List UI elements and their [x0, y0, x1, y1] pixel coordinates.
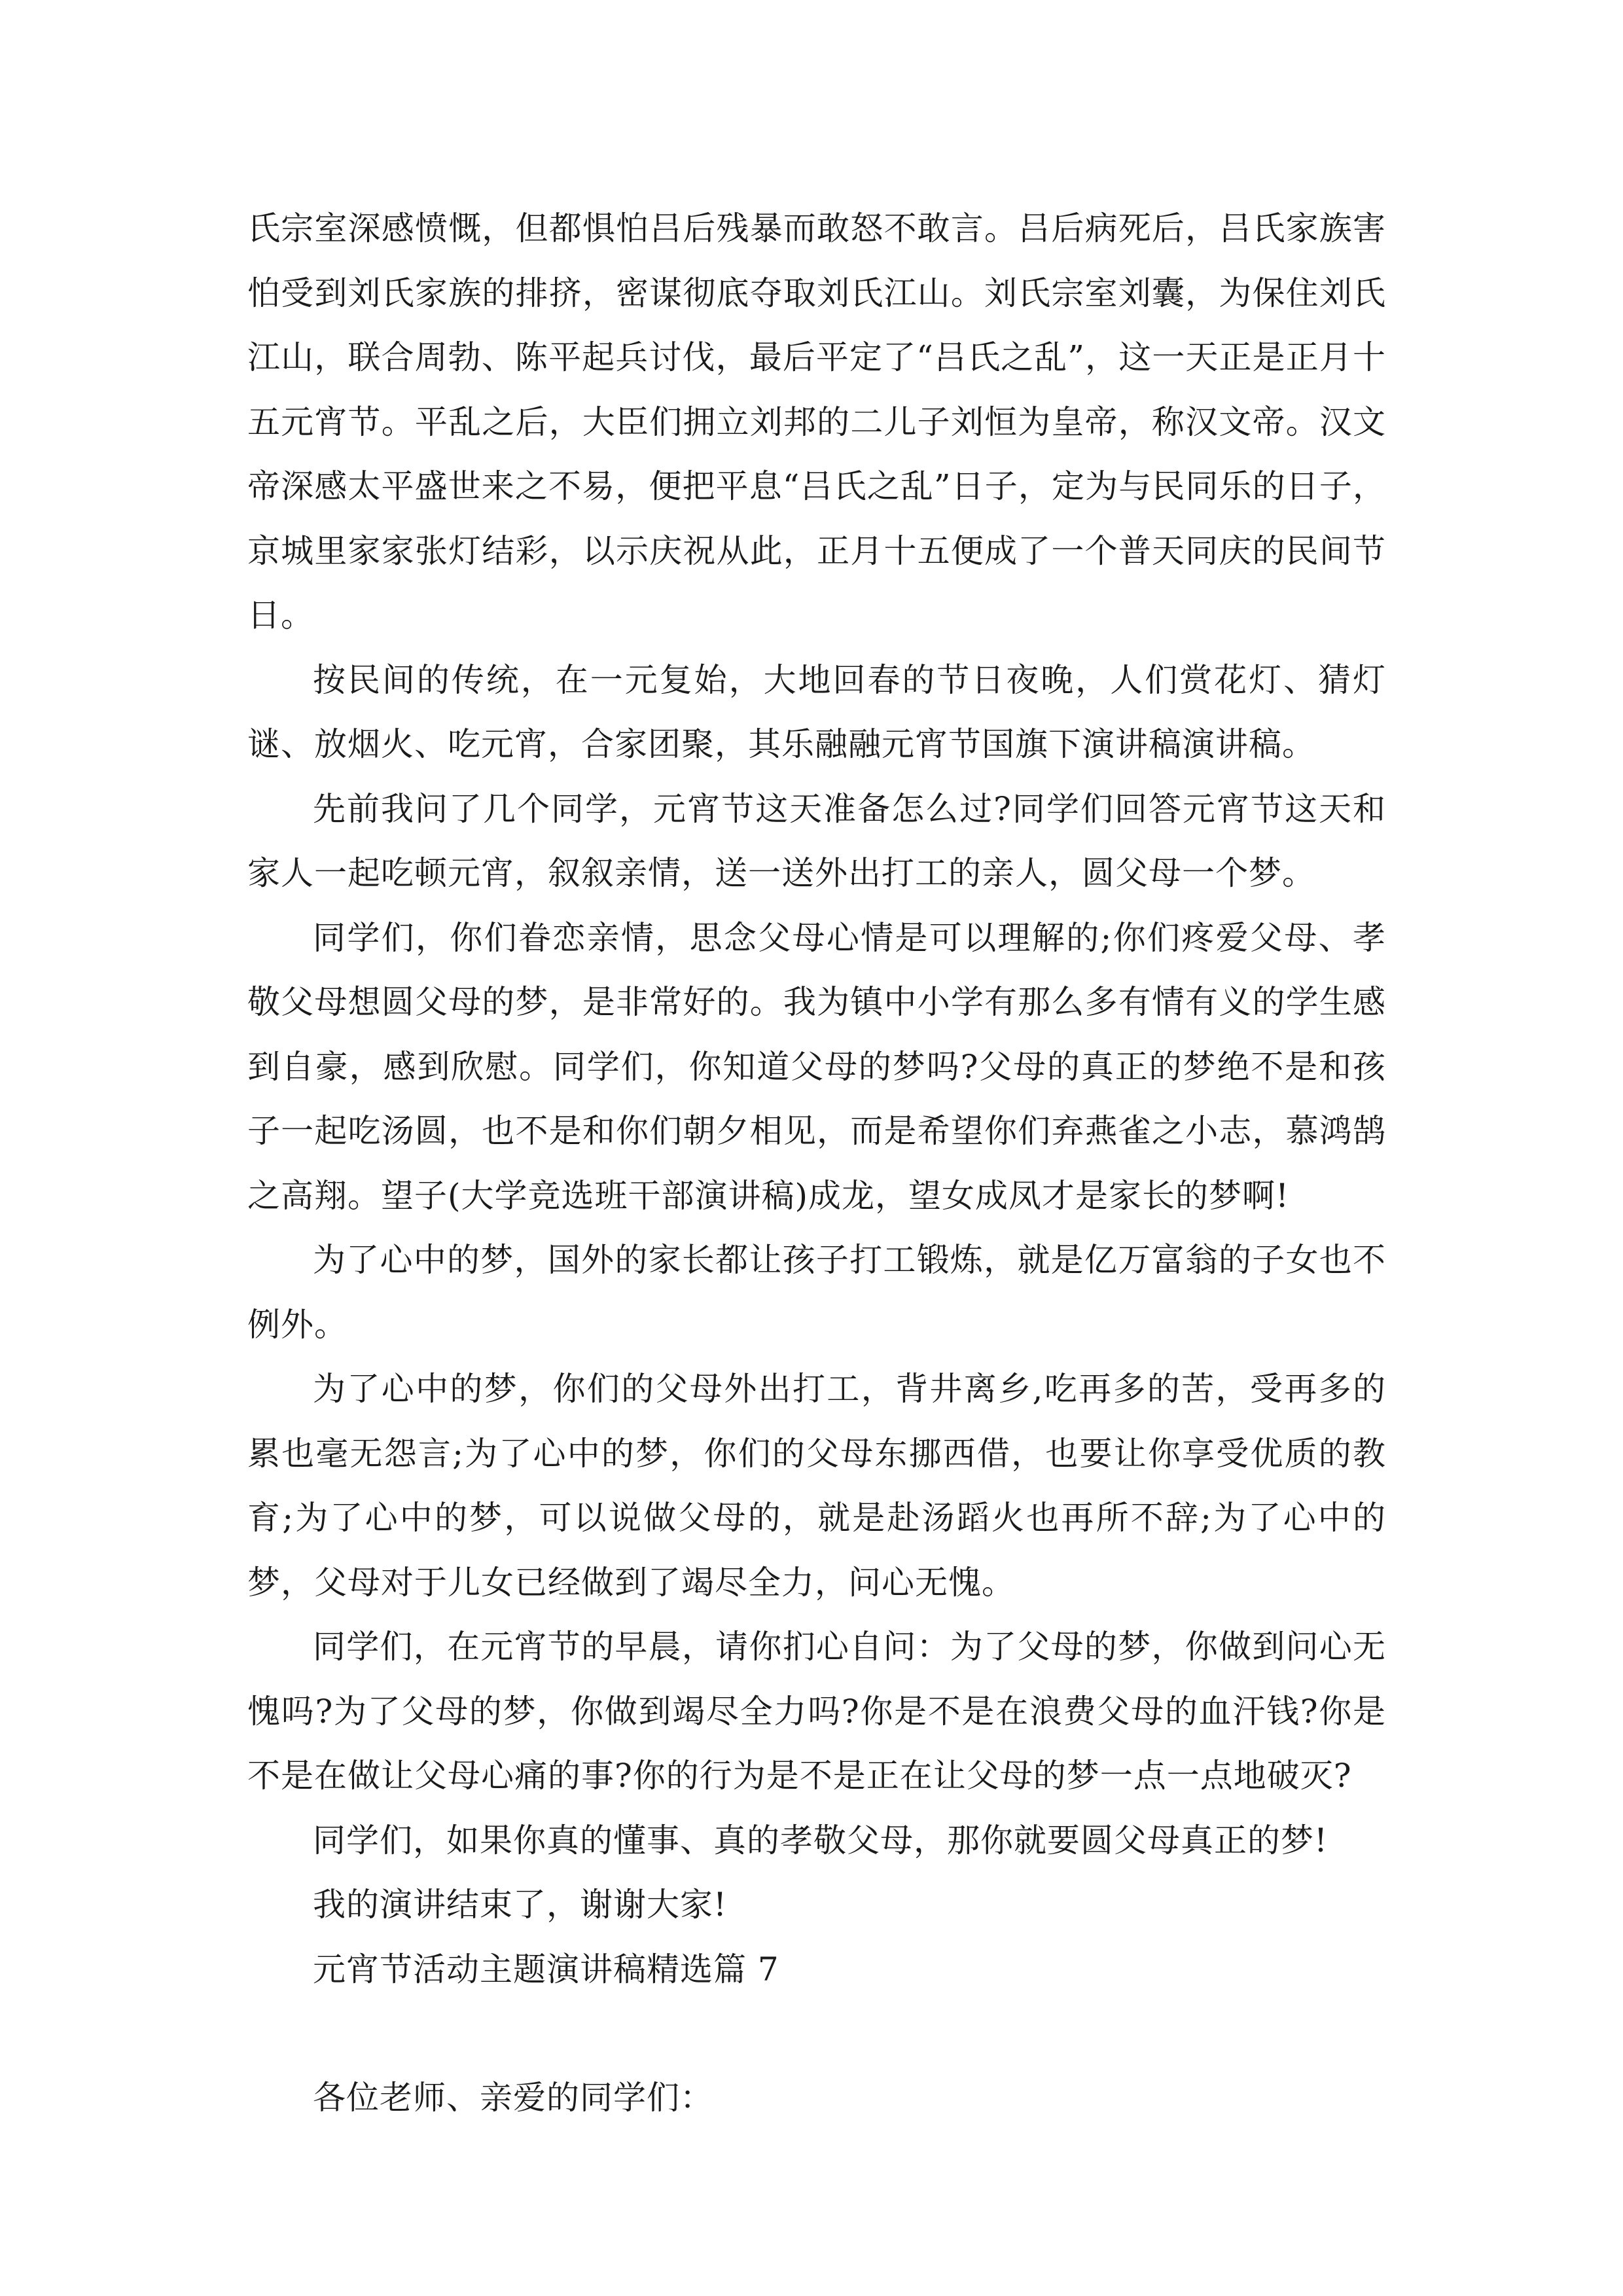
paragraph-3: 先前我问了几个同学，元宵节这天准备怎么过?同学们回答元宵节这天和家人一起吃顿元宵，叙叙亲情，送一送外出打工的亲人，圆父母一个梦。 [247, 789, 1386, 892]
paragraph-6: 为了心中的梦，你们的父母外出打工，背井离乡,吃再多的苦，受再多的累也毫无怨言;为了心中的梦，你们的父母东挪西借，也要让你享受优质的教育;为了心中的梦，可以说做父母的，就是赴汤蹈火也再所不辞;为了心中的梦，父母对于儿女已经做到了竭尽全力，问心无愧。 [247, 1370, 1386, 1602]
paragraph-5: 为了心中的梦，国外的家长都让孩子打工锻炼，就是亿万富翁的子女也不例外。 [247, 1241, 1386, 1344]
blank-line [247, 2001, 1386, 2066]
document-body [247, 196, 1386, 2130]
paragraph-8: 同学们，如果你真的懂事、真的孝敬父母，那你就要圆父母真正的梦! [313, 1821, 1329, 1859]
salutation: 各位老师、亲爱的同学们： [313, 2079, 713, 2117]
paragraph-4: 同学们，你们眷恋亲情，思念父母心情是可以理解的;你们疼爱父母、孝敬父母想圆父母的梦，是非常好的。我为镇中小学有那么多有情有义的学生感到自豪，感到欣慰。同学们，你知道父母的梦吗?父母的真正的梦绝不是和孩子一起吃汤圆，也不是和你们朝夕相见，而是希望你们弃燕雀之小志，慕鸿鹄之高翔。望子(大学竞选班干部演讲稿)成龙，望女成凤才是家长的梦啊! [247, 918, 1386, 1215]
section-heading: 元宵节活动主题演讲稿精选篇 7 [313, 1950, 779, 1988]
paragraph-9: 我的演讲结束了，谢谢大家! [313, 1886, 728, 1924]
paragraph-2: 按民间的传统，在一元复始，大地回春的节日夜晚，人们赏花灯、猜灯谜、放烟火、吃元宵，合家团聚，其乐融融元宵节国旗下演讲稿演讲稿。 [247, 660, 1386, 763]
paragraph-1: 氏宗室深感愤慨，但都惧怕吕后残暴而敢怒不敢言。吕后病死后，吕氏家族害怕受到刘氏家族的排挤，密谋彻底夺取刘氏江山。刘氏宗室刘囊，为保住刘氏江山，联合周勃、陈平起兵讨伐，最后平定了“吕氏之乱”，这一天正是正月十五元宵节。平乱之后，大臣们拥立刘邦的二儿子刘恒为皇帝，称汉文帝。汉文帝深感太平盛世来之不易，便把平息“吕氏之乱”日子，定为与民同乐的日子，京城里家家张灯结彩，以示庆祝从此，正月十五便成了一个普天同庆的民间节日。 [247, 209, 1386, 634]
paragraph-7: 同学们，在元宵节的早晨，请你扪心自问：为了父母的梦，你做到问心无愧吗?为了父母的梦，你做到竭尽全力吗?你是不是在浪费父母的血汗钱?你是不是在做让父母心痛的事?你的行为是不是正在让父母的梦一点一点地破灭? [247, 1628, 1386, 1795]
